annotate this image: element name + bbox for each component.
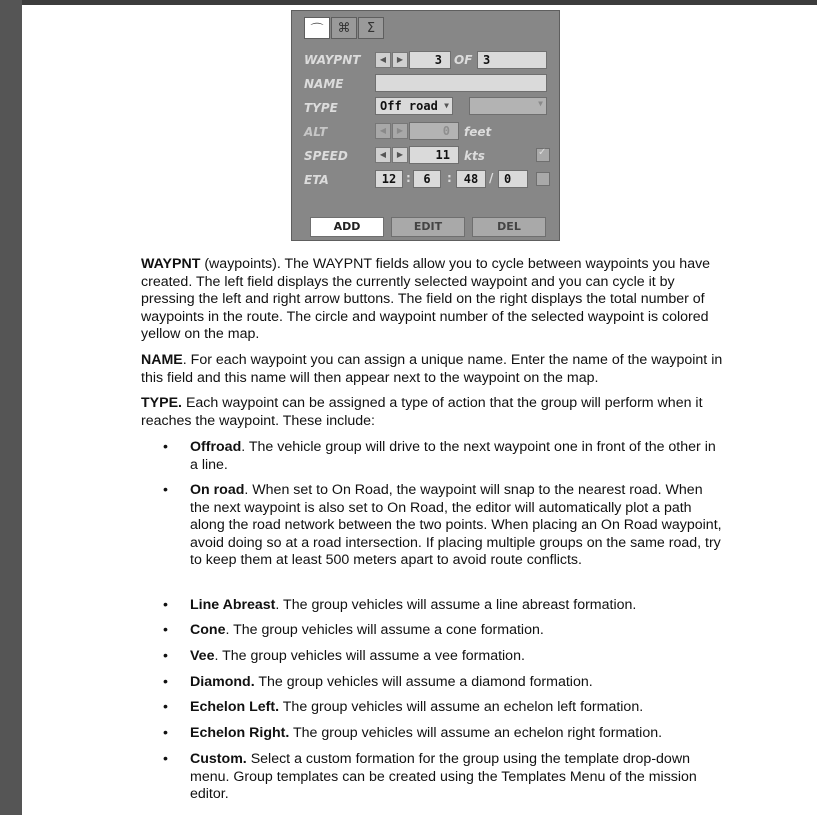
bullet-text: Select a custom formation for the group using the template drop-down menu. Group templates can be created using the Templates Menu of the mission editor.: [190, 751, 697, 803]
chevron-down-icon: ▼: [444, 101, 449, 110]
speed-arrows: [375, 146, 409, 164]
viewer-left-gutter: [0, 0, 22, 815]
bullet-term: On road: [190, 482, 245, 498]
bullet-text: . The group vehicles will assume a cone formation.: [225, 622, 544, 638]
name-field: [375, 74, 547, 92]
bullet-icon: •: [163, 648, 168, 664]
name-paragraph: [141, 352, 726, 387]
speed-label: SPEED: [304, 149, 348, 163]
bullet-text: . When set to On Road, the waypoint will snap to the nearest road. When the next waypoint is also set to On Road, the editor will automatically plot a path along the road network between the two points. When placing an On Road waypoint, avoid doing so at a road intersection. If placing multiple groups on the same road, try to keep them at least 500 meters apart to avoid route conflicts.: [190, 482, 722, 569]
waypnt-current-field: 3: [409, 51, 451, 69]
waypnt-total-field: 3: [477, 51, 547, 69]
arrow-left-icon: ◀: [375, 147, 391, 163]
type-term: TYPE.: [141, 395, 182, 411]
bullet-term: Vee: [190, 648, 215, 664]
bullet-icon: •: [163, 725, 168, 741]
name-label: NAME: [304, 77, 344, 91]
eta-hours-field: 12: [375, 170, 403, 188]
bullet-icon: •: [163, 482, 168, 498]
type-text: Each waypoint can be assigned a type of action that the group will perform when it reaches the waypoint. These include:: [141, 395, 703, 429]
eta-day-field: 0: [498, 170, 528, 188]
bullet-text: . The group vehicles will assume a line abreast formation.: [275, 597, 637, 613]
bullet-icon: •: [163, 622, 168, 638]
del-button: DEL: [472, 217, 546, 237]
alt-unit: feet: [464, 125, 492, 139]
sigma-icon: Σ: [358, 17, 384, 39]
arrow-left-icon: ◀: [375, 123, 391, 139]
alt-arrows: [375, 122, 409, 140]
waypnt-term: WAYPNT: [141, 256, 201, 272]
name-text: . For each waypoint you can assign a unique name. Enter the name of the waypoint in this field and this name will then appear next to the waypoint on the map.: [141, 352, 723, 386]
of-label: OF: [454, 53, 473, 67]
chevron-down-icon: ▼: [538, 99, 543, 108]
type-value: Off road: [380, 99, 438, 113]
alt-field: 0: [409, 122, 459, 140]
waypnt-text: (waypoints). The WAYPNT fields allow you to cycle between waypoints you have created. The left field displays the currently selected waypoint and you can cycle it by pressing the left and right arrow buttons. The field on the right displays the total number of waypoints in the route. The circle and waypoint number of the selected waypoint is colored yellow on the map.: [141, 256, 711, 343]
waypnt-paragraph: [141, 256, 726, 344]
bullet-term: Custom.: [190, 751, 247, 767]
name-term: NAME: [141, 352, 183, 368]
add-button: ADD: [310, 217, 384, 237]
eta-checkbox: [536, 172, 550, 186]
arrow-right-icon: ▶: [392, 123, 408, 139]
bullet-text: The group vehicles will assume an echelon left formation.: [279, 699, 644, 715]
waypnt-arrows: [375, 51, 409, 69]
bullet-text: . The group vehicles will assume a vee formation.: [214, 648, 525, 664]
eta-colon: :: [447, 171, 452, 185]
eta-seconds-field: 48: [456, 170, 486, 188]
command-icon: ⌘: [331, 17, 357, 39]
type-dropdown: [375, 97, 453, 115]
bullet-term: Diamond.: [190, 674, 255, 690]
check-icon: ✓: [538, 147, 547, 158]
type-paragraph: [141, 395, 726, 430]
bullet-icon: •: [163, 699, 168, 715]
formation-dropdown: [469, 97, 547, 115]
bullet-text: The group vehicles will assume an echelon right formation.: [289, 725, 663, 741]
speed-checkbox: [536, 148, 550, 162]
alt-label: ALT: [304, 125, 328, 139]
bullet-term: Offroad: [190, 439, 242, 455]
arrow-left-icon: ◀: [375, 52, 391, 68]
panel-tabs: [304, 17, 385, 39]
bullet-text: . The vehicle group will drive to the next waypoint one in front of the other in a line.: [190, 439, 716, 473]
bullet-term: Echelon Right.: [190, 725, 290, 741]
bullet-term: Cone: [190, 622, 226, 638]
eta-label: ETA: [304, 173, 329, 187]
eta-colon: :: [406, 171, 411, 185]
bullet-icon: •: [163, 751, 168, 767]
edit-button: EDIT: [391, 217, 465, 237]
waypoint-panel-screenshot: [291, 10, 560, 241]
eta-minutes-field: 6: [413, 170, 441, 188]
speed-unit: kts: [464, 149, 485, 163]
bullet-icon: •: [163, 597, 168, 613]
route-icon: ⌒: [304, 17, 330, 39]
type-label: TYPE: [304, 101, 338, 115]
bullet-icon: •: [163, 674, 168, 690]
arrow-right-icon: ▶: [392, 52, 408, 68]
bullet-text: The group vehicles will assume a diamond formation.: [254, 674, 593, 690]
arrow-right-icon: ▶: [392, 147, 408, 163]
speed-field: 11: [409, 146, 459, 164]
bullet-term: Echelon Left.: [190, 699, 280, 715]
eta-slash: /: [489, 171, 494, 185]
waypnt-label: WAYPNT: [304, 53, 361, 67]
bullet-term: Line Abreast: [190, 597, 276, 613]
bullet-icon: •: [163, 439, 168, 455]
